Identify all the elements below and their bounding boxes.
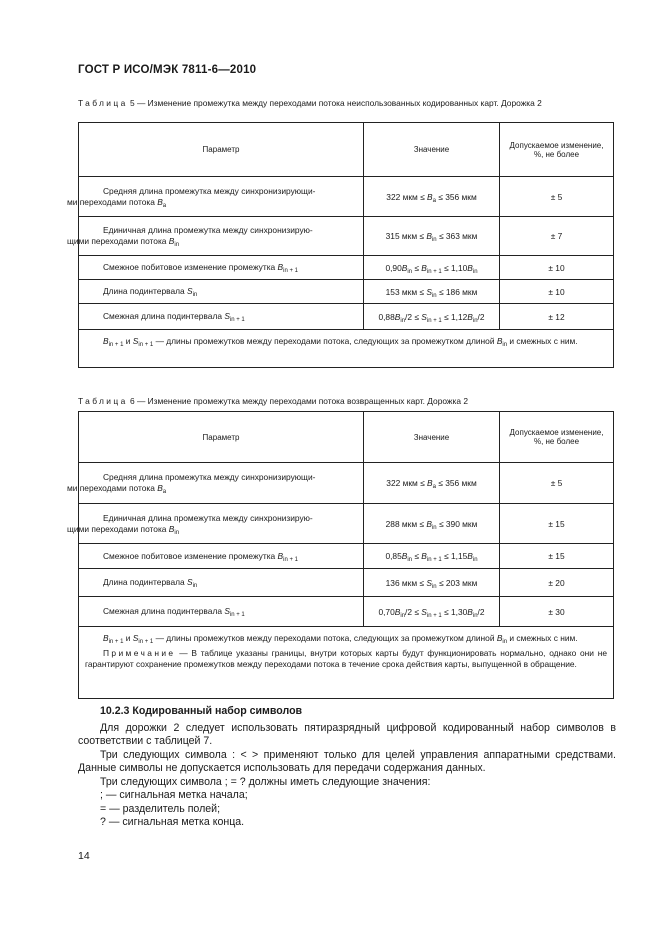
section-10-2-3 (78, 705, 616, 830)
table-row (79, 280, 614, 304)
table-row (79, 597, 614, 627)
table6-col-value: Значение (364, 412, 500, 463)
page-number: 14 (78, 850, 90, 862)
table5-footnote: $B_{in + 1}$ и $S_{in + 1}$ — длины промежутков между переходами потока, следующих за промежутком длиной $B_{in}$ и смежных с ним. (79, 330, 614, 368)
table-row (79, 463, 614, 504)
param-cell: Смежная длина подинтервала $S_{in + 1}$ (79, 597, 364, 627)
tolerance-cell: ± 10 (500, 280, 614, 304)
table-row (79, 569, 614, 597)
list-item: ; — сигнальная метка начала; (100, 789, 248, 801)
document-header: ГОСТ Р ИСО/МЭК 7811-6—2010 (78, 64, 257, 76)
table-row (79, 544, 614, 569)
tolerance-cell: ± 15 (500, 544, 614, 569)
tolerance-cell: ± 30 (500, 597, 614, 627)
tolerance-cell: ± 20 (500, 569, 614, 597)
table5-col-tol: Допускаемое изменение, %, не более (500, 123, 614, 177)
table-row (79, 217, 614, 256)
value-cell: $0,70B_{in}/2 \le S_{in + 1} \le 1,30B_{in}/2$ (364, 597, 500, 627)
tolerance-cell: ± 10 (500, 256, 614, 280)
paragraph: Три следующих символа : < > применяют только для целей управления аппаратными средствами. Данные символы не допускается использовать для передачи содержания данных. (78, 748, 616, 774)
param-cell: Единичная длина промежутка между синхронизирую- щими переходами потока $B_{in}$ (79, 504, 364, 544)
table-row (79, 177, 614, 217)
value-cell: 322 мкм ≤ $B_a \le 356$ мкм (364, 177, 500, 217)
param-cell: Длина подинтервала $S_{in}$ (79, 569, 364, 597)
table-row (79, 504, 614, 544)
table6-col-param: Параметр (79, 412, 364, 463)
param-cell: Длина подинтервала $S_{in}$ (79, 280, 364, 304)
value-cell: $0,85B_{in} \le B_{in + 1} \le 1,15B_{in}$ (364, 544, 500, 569)
param-cell: Средняя длина промежутка между синхронизирующи- ми переходами потока $B_a$ (79, 463, 364, 504)
value-cell: $0,90B_{in} \le B_{in + 1} \le 1,10B_{in}$ (364, 256, 500, 280)
section-heading: 10.2.3 Кодированный набор символов (100, 705, 303, 717)
tolerance-cell: ± 5 (500, 177, 614, 217)
value-cell: 136 мкм ≤ $S_{in} \le 203$ мкм (364, 569, 500, 597)
param-cell: Смежное побитовое изменение промежутка $B_{in + 1}$ (79, 544, 364, 569)
table6-footnote-row (79, 627, 614, 699)
value-cell: 322 мкм ≤ $B_a \le 356$ мкм (364, 463, 500, 504)
table6-header-row (79, 412, 614, 463)
table5-col-param: Параметр (79, 123, 364, 177)
value-cell: 153 мкм ≤ $S_{in} \le 186$ мкм (364, 280, 500, 304)
paragraph: Для дорожки 2 следует использовать пятиразрядный цифровой кодированный набор символов в соответствии с таблицей 7. (78, 721, 616, 747)
table6-caption: Таблица 6 — Изменение промежутка между переходами потока возвращенных карт. Дорожка 2 (78, 396, 469, 406)
param-cell: Смежная длина подинтервала $S_{in + 1}$ (79, 304, 364, 330)
value-cell: $0,88B_{in}/2 \le S_{in + 1} \le 1,12B_{in}/2$ (364, 304, 500, 330)
table5 (67, 122, 614, 368)
param-cell: Смежное побитовое изменение промежутка $B_{in + 1}$ (79, 256, 364, 280)
table6-col-tol: Допускаемое изменение, %, не более (500, 412, 614, 463)
list-item: = — разделитель полей; (100, 802, 221, 815)
table6-note: Примечание — В таблице указаны границы, внутри которых карты будут функционировать нормально, однако они не гарантируют сохранение промежутков между переходами потока в течение срока действия карты, выпущенной в обращение. (85, 648, 607, 669)
table6-footnote: $B_{in + 1}$ и $S_{in + 1}$ — длины промежутков между переходами потока, следующих за промежутком длиной $B_{in}$ и смежных с ним. Примечание — В таблице указаны границы, внутри которых карты будут функционировать нормально, однако они не гарантируют сохранение промежутков между переходами потока в течение срока действия карты, выпущенной в обращение. (79, 627, 614, 699)
tolerance-cell: ± 5 (500, 463, 614, 504)
table5-col-value: Значение (364, 123, 500, 177)
value-cell: 315 мкм ≤ $B_{in} \le 363$ мкм (364, 217, 500, 256)
paragraph: Три следующих символа ; = ? должны иметь следующие значения: (100, 775, 431, 788)
table-row (79, 256, 614, 280)
tolerance-cell: ± 7 (500, 217, 614, 256)
table6 (67, 411, 614, 699)
table-row (79, 304, 614, 330)
tolerance-cell: ± 12 (500, 304, 614, 330)
value-cell: 288 мкм ≤ $B_{in} \le 390$ мкм (364, 504, 500, 544)
table5-header-row (79, 123, 614, 177)
table5-caption: Таблица 5 — Изменение промежутка между переходами потока неиспользованных кодированных карт. Дорожка 2 (78, 98, 542, 108)
param-cell: Средняя длина промежутка между синхронизирующи- ми переходами потока $B_a$ (79, 177, 364, 217)
param-cell: Единичная длина промежутка между синхронизирую- щими переходами потока $B_{in}$ (79, 217, 364, 256)
list-item: ? — сигнальная метка конца. (100, 816, 245, 828)
tolerance-cell: ± 15 (500, 504, 614, 544)
table5-footnote-row (79, 330, 614, 368)
